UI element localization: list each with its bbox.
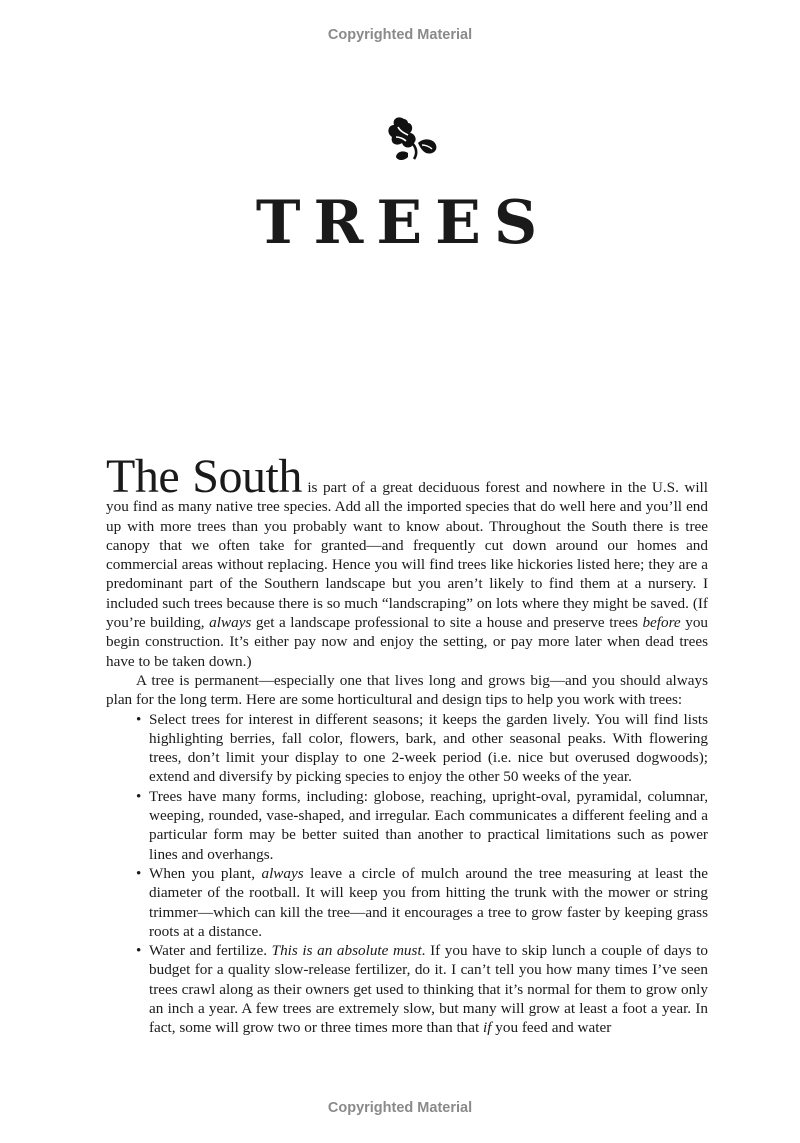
tip-forms [149,787,708,864]
tip-forms-text: Trees have many forms, including: globose, reaching, upright-oval, pyramidal, columnar, weeping, rounded, vase-shaped, and irregular. Each communicates a different feeling and a particular form may be better suited than another to practical limitations such as power lines and overhangs. [149,787,708,863]
leaf-flourish-icon [384,113,440,167]
tip-water-fertilize [149,941,708,1037]
intro-text: is part of a great deciduous forest and nowhere in the U.S. will you find as many native tree species. Add all the imported species that do well here and you’ll end up with more trees than you probably want to know about. Throughout the South there is tree canopy that we often take for granted—and frequently cut down around our homes and commercial areas without replacing. Hence you will find trees like hickories listed here; they are a predominant part of the Southern landscape but you aren’t likely to find them at a nursery. I included such trees because there is so much “landscraping” on lots where they might be saved. (If you’re building, [106,479,708,632]
tip-mulch-text-end: leave a circle of mulch around the tree measuring at least the diameter of the rootball. It will keep you from hitting the trunk with the mower or string trimmer—which can kill the tree—and it encourages a tree to grow faster by keeping grass roots at a distance. [149,864,708,940]
tip-water-text: Water and fertilize. [149,942,272,960]
tip-mulch-emphasis: always [261,864,304,882]
body-text [106,450,709,1038]
intro-emphasis-before: before [642,614,681,632]
planning-paragraph: A tree is permanent—especially one that lives long and grows big—and you should always plan for the long term. Here are some horticultural and design tips to help you work with trees: [106,671,708,709]
tip-seasons [149,710,708,787]
tip-mulch [149,864,708,941]
copyright-watermark-top: Copyrighted Material [327,27,473,43]
intro-text-end: you begin construction. It’s either pay now and enjoy the setting, or pay more later when dead trees have to be taken down.) [106,614,709,670]
tip-water-text-mid: . If you have to skip lunch a couple of days to budget for a quality slow-release fertilizer, do it. I can’t tell you how many times I’ve seen trees crawl along as their owners get used to thinking that it’s normal for them to grow only an inch a year. A few trees are extremely slow, but many will grow at least a foot a year. In fact, some will grow two or three times more than that [149,942,709,1037]
tips-list [106,710,708,1038]
intro-emphasis-always: always [209,614,252,632]
tip-mulch-text: When you plant, [149,864,262,882]
tip-water-emphasis-if: if [483,1019,492,1037]
intro-text-mid: get a landscape professional to site a house and preserve trees [251,614,643,632]
intro-paragraph [106,450,709,671]
tip-seasons-text: Select trees for interest in different seasons; it keeps the garden lively. You will find lists highlighting berries, fall color, flowers, bark, and other seasonal peaks. With flowering trees, don’t limit your display to one 2-week period (i.e. nice but overused dogwoods); extend and diversify by picking species to enjoy the other 50 weeks of the year. [149,710,708,786]
lead-phrase: The South [106,450,302,503]
tip-water-text-end: you feed and water [491,1019,612,1037]
copyright-watermark-bottom: Copyrighted Material [327,1100,473,1116]
tip-water-emphasis: This is an absolute must [271,942,422,960]
chapter-title: TREES [255,188,551,258]
